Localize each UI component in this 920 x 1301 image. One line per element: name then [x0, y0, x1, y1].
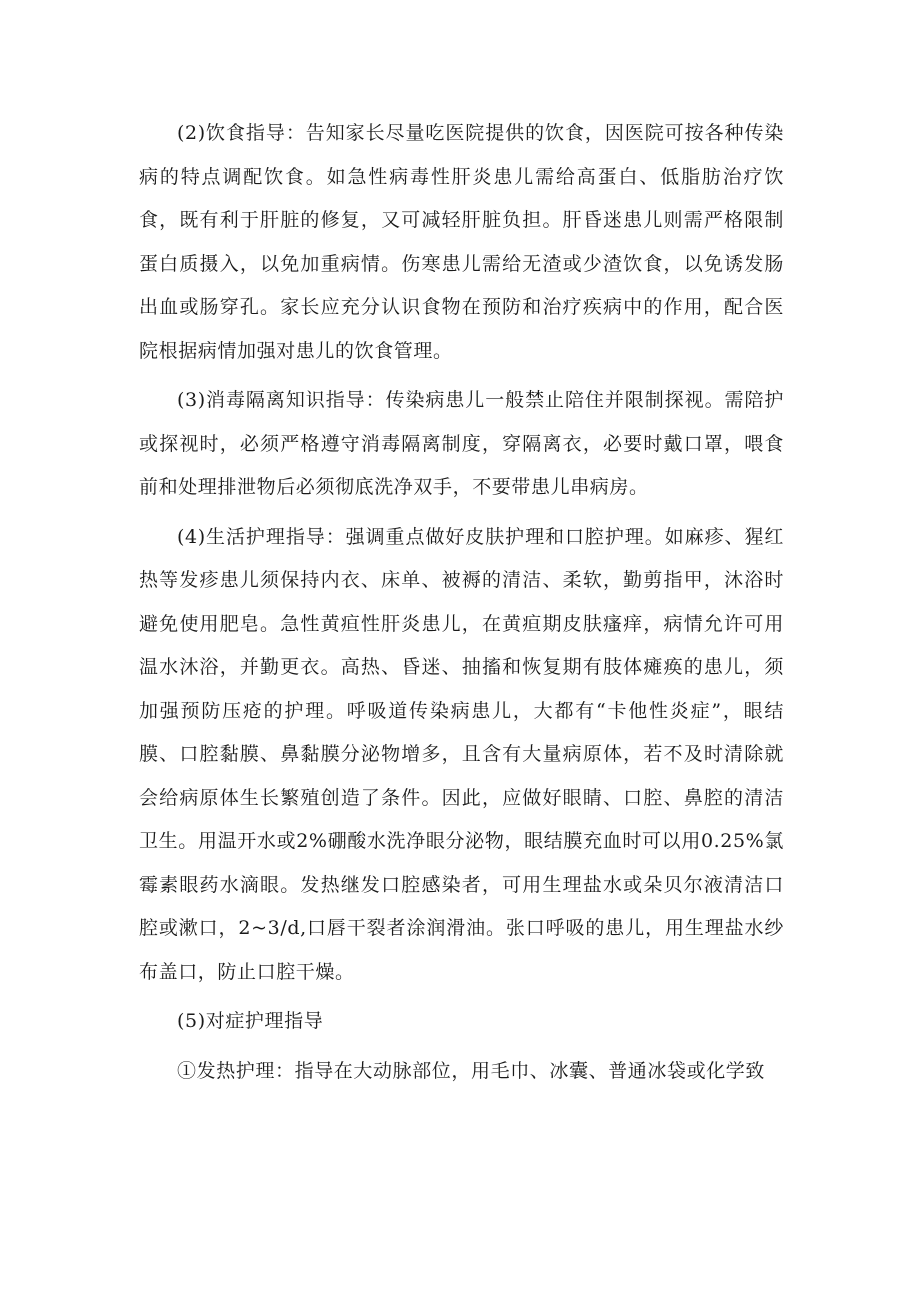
document-body [139, 112, 784, 1093]
paragraph-symptomatic-care-heading: (5)对症护理指导 [177, 1010, 324, 1032]
paragraph-disinfection-isolation: (3)消毒隔离知识指导：传染病患儿一般禁止陪住并限制探视。需陪护或探视时，必须严格遵守消毒隔离制度，穿隔离衣，必要时戴口罩，喂食前和处理排泄物后必须彻底洗净双手，不要带患儿串病房。 [139, 389, 784, 498]
paragraph-fever-care: ①发热护理：指导在大动脉部位，用毛巾、冰囊、普通冰袋或化学致 [177, 1059, 766, 1082]
paragraph-daily-care: (4)生活护理指导：强调重点做好皮肤护理和口腔护理。如麻疹、猩红热等发疹患儿须保持内衣、床单、被褥的清洁、柔软，勤剪指甲，沐浴时避免使用肥皂。急性黄疸性肝炎患儿，在黄疸期皮肤瘙痒，病情允许可用温水沐浴，并勤更衣。高热、昏迷、抽搐和恢复期有肢体瘫痪的患儿，须加强预防压疮的护理。呼吸道传染病患儿，大都有“卡他性炎症”，眼结膜、口腔黏膜、鼻黏膜分泌物增多，且含有大量病原体，若不及时清除就会给病原体生长繁殖创造了条件。因此，应做好眼睛、口腔、鼻腔的清洁卫生。用温开水或2%硼酸水洗净眼分泌物，眼结膜充血时可以用0.25%氯霉素眼药水滴眼。发热继发口腔感染者，可用生理盐水或朵贝尔液清洁口腔或漱口，2~3∕d,口唇干裂者涂润滑油。张口呼吸的患儿，用生理盐水纱布盖口，防止口腔干燥。 [139, 525, 784, 983]
paragraph-diet-guidance: (2)饮食指导：告知家长尽量吃医院提供的饮食，因医院可按各种传染病的特点调配饮食。如急性病毒性肝炎患儿需给高蛋白、低脂肪治疗饮食，既有利于肝脏的修复，又可减轻肝脏负担。肝昏迷患儿则需严格限制蛋白质摄入，以免加重病情。伤寒患儿需给无渣或少渣饮食，以免诱发肠出血或肠穿孔。家长应充分认识食物在预防和治疗疾病中的作用，配合医院根据病情加强对患儿的饮食管理。 [139, 122, 784, 362]
